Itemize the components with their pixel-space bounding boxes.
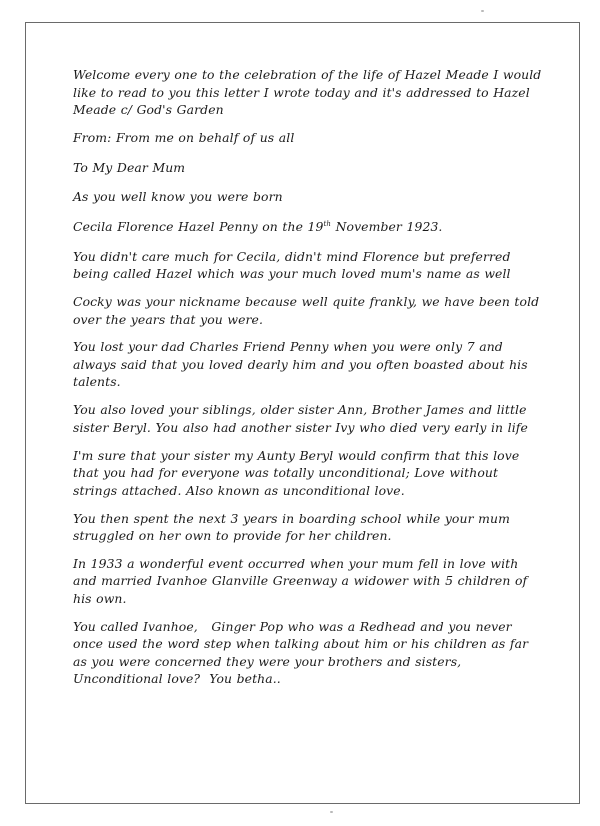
birth-text-end: November 1923. [331,218,443,234]
paragraph-ginger-pop: You called Ivanhoe, Ginger Pop who was a Redhead and you never once used the word step when talking about him or his children as far as you were concerned they were your brothers and sisters, Unconditional love? You betha.. [73,618,533,687]
birth-ordinal-suffix: th [323,219,332,228]
paragraph-intro: Welcome every one to the celebration of the life of Hazel Meade I would like to read to you this letter I wrote today and it's addressed to Hazel Meade c/ God's Garden [73,67,542,117]
paragraph-salutation: To My Dear Mum [73,159,186,175]
paragraph-father: You lost your dad Charles Friend Penny when you were only 7 and always said that you loved dearly him and you often boasted about his talents. [73,339,528,390]
paragraph-birth [73,218,543,236]
paragraph-from: From: From me on behalf of us all [73,129,295,145]
paragraph-marriage: In 1933 a wonderful event occurred when your mum fell in love with and married Ivanhoe Glanville Greenway a widower with 5 children of his own. [73,555,528,606]
paragraph-love: I'm sure that your sister my Aunty Beryl would confirm that this love that you had for everyone was totally unconditional; Love without strings attached. Also known as unconditional love. [73,447,520,498]
paragraph-names: You didn't care much for Cecila, didn't mind Florence but preferred being called Hazel which was your much loved mum's name as well [73,248,511,282]
birth-text: Cecila Florence Hazel Penny on the 19 [73,218,324,234]
paragraph-born-intro: As you well know you were born [73,189,283,205]
scan-speck [330,811,333,813]
letter-body [73,66,543,698]
paragraph-boarding: You then spent the next 3 years in boarding school while your mum struggled on her own to provide for her children. [73,510,510,544]
scan-speck [481,10,484,12]
paragraph-nickname: Cocky was your nickname because well quite frankly, we have been told over the years that you were. [73,294,540,327]
paragraph-siblings: You also loved your siblings, older sister Ann, Brother James and little sister Beryl. You also had another sister Ivy who died very early in life [73,402,528,435]
